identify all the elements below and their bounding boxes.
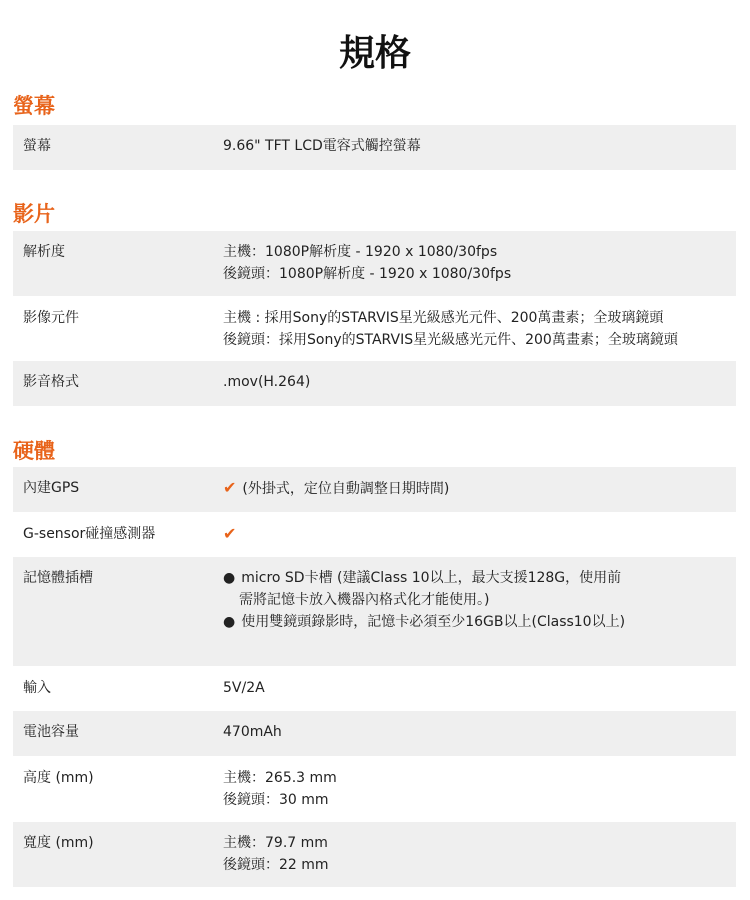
spec-label: 電池容量 (23, 724, 79, 740)
section-title-screen: 螢幕 (13, 94, 55, 118)
spec-value-line: 主機：265.3 mm (223, 770, 337, 786)
spec-value-line: 470mAh (223, 724, 282, 740)
check-icon: ✔ (223, 478, 237, 497)
section-title-hardware: 硬體 (13, 439, 55, 463)
spec-row-screen (13, 125, 736, 170)
spec-label: 影音格式 (23, 374, 79, 390)
spec-value (223, 307, 728, 351)
spec-value-line: 主機：79.7 mm (223, 835, 328, 851)
spec-value (223, 677, 728, 699)
spec-row-memory-slot (13, 557, 736, 666)
spec-value-line: (外掛式，定位自動調整日期時間) (242, 481, 450, 497)
spec-row-height (13, 757, 736, 821)
spec-label: 寬度 (mm) (23, 835, 94, 851)
bullet-icon: ● (223, 614, 236, 630)
page-title: 規格 (338, 33, 411, 74)
spec-row-format (13, 361, 736, 406)
spec-value (223, 721, 728, 743)
spec-label: 影像元件 (23, 310, 79, 326)
check-icon: ✔ (223, 524, 237, 543)
spec-row-resolution (13, 231, 736, 296)
spec-value (223, 832, 728, 876)
bullet-icon: ● (223, 570, 236, 586)
spec-value-line: .mov(H.264) (223, 374, 311, 390)
spec-label: 輸入 (23, 680, 51, 696)
spec-label: 記憶體插槽 (23, 570, 93, 586)
spec-value-line: 後鏡頭：採用Sony的STARVIS星光級感光元件、200萬畫素；全玻璃鏡頭 (223, 332, 678, 348)
spec-label: 螢幕 (23, 138, 51, 154)
spec-value-line: 使用雙鏡頭錄影時，記憶卡必須至少16GB以上(Class10以上) (241, 614, 626, 630)
spec-value (223, 567, 728, 633)
spec-value-line: 後鏡頭：30 mm (223, 792, 329, 808)
section-title-video: 影片 (13, 202, 55, 226)
spec-row-battery (13, 711, 736, 756)
spec-value-line: 需將記憶卡放入機器內格式化才能使用。) (239, 592, 490, 608)
spec-row-sensor (13, 297, 736, 360)
spec-value-line: 後鏡頭：1080P解析度 - 1920 x 1080/30fps (223, 266, 512, 282)
spec-label: 高度 (mm) (23, 770, 94, 786)
spec-row-input (13, 667, 736, 710)
spec-label: 內建GPS (23, 480, 80, 496)
spec-row-gps (13, 467, 736, 512)
spec-value-line: 9.66" TFT LCD電容式觸控螢幕 (223, 138, 421, 154)
spec-value (223, 477, 728, 500)
spec-value-line: 後鏡頭：22 mm (223, 857, 329, 873)
spec-value (223, 135, 728, 157)
spec-value-line: 主機 : 採用Sony的STARVIS星光級感光元件、200萬畫素；全玻璃鏡頭 (223, 310, 664, 326)
spec-label: 解析度 (23, 244, 65, 260)
spec-value (223, 767, 728, 811)
spec-value-line: 主機：1080P解析度 - 1920 x 1080/30fps (223, 244, 498, 260)
bullet-item (223, 567, 728, 589)
spec-value (223, 523, 728, 546)
spec-value-line: 5V/2A (223, 680, 265, 696)
spec-row-width (13, 822, 736, 887)
spec-label: G-sensor碰撞感測器 (23, 526, 156, 542)
bullet-item (223, 611, 728, 633)
spec-value (223, 371, 728, 393)
spec-value-line: micro SD卡槽 (建議Class 10以上，最大支援128G，使用前 (241, 570, 622, 586)
spec-row-gsensor (13, 513, 736, 556)
spec-value (223, 241, 728, 285)
